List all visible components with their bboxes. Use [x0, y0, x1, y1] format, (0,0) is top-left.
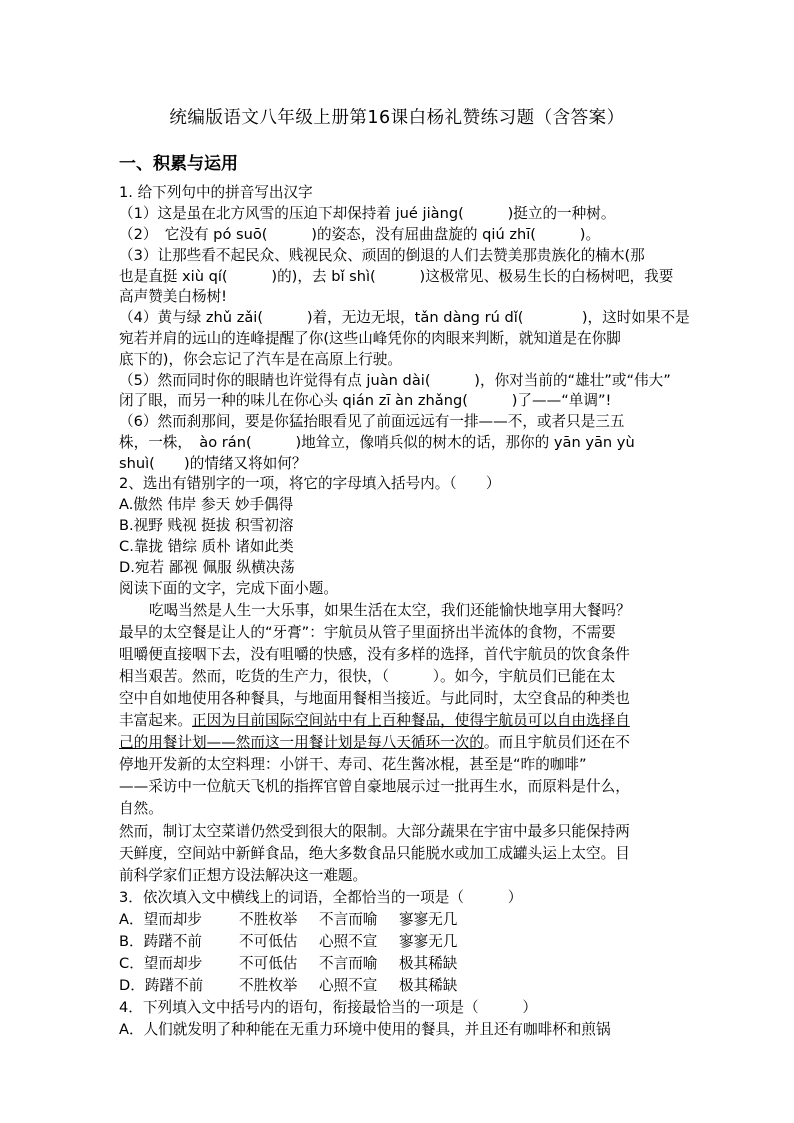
- option-word: 寥寥无几: [399, 911, 458, 928]
- q1-stem: 1. 给下列句中的拼音写出汉字: [119, 184, 313, 201]
- option-word: 不言而喻: [319, 911, 378, 928]
- passage-line: 相当艰苦。然而，吃货的生产力，很快，（ ）。如今，宇航员们已能在太: [119, 668, 616, 685]
- q2-stem: 2、选出有错别字的一项，将它的字母填入括号内。（ ）: [119, 475, 501, 492]
- section-heading: 一、积累与运用: [119, 154, 238, 174]
- option-word: C．望而却步: [119, 955, 203, 972]
- q2-option-a: A.傲然 伟岸 参天 妙手偶得: [119, 496, 294, 513]
- q1-line: （2） 它没有 pó suō( )的姿态，没有屈曲盘旋的 qiú zhī( )。: [119, 226, 601, 243]
- q3-option-b: [119, 930, 457, 951]
- passage-line: 前科学家们正想方设法解决这一难题。: [119, 867, 368, 884]
- option-word: 心照不宣: [319, 933, 378, 950]
- q1-line: 宛若并肩的远山的连峰提醒了你(这些山峰凭你的肉眼来判断，就知道是在你脚: [119, 330, 621, 347]
- underlined-sentence: 正因为目前国际空间站中有上百种餐品，使得宇航员可以自由选择自: [191, 712, 630, 729]
- underlined-sentence: 己的用餐计划——然而这一用餐计划是每八天循环一次的: [119, 734, 484, 751]
- passage-line: 天鲜度，空间站中新鲜食品，绝大多数食品只能脱水或加工成罐头运上太空。目: [119, 845, 630, 862]
- passage-text: 丰富起来。: [119, 712, 192, 729]
- option-word: 不可低估: [239, 955, 298, 972]
- passage-line: 空中自如地使用各种餐具，与地面用餐相当接近。与此同时，太空食品的种类也: [119, 690, 630, 707]
- option-word: 不胜枚举: [239, 911, 298, 928]
- option-word: 不胜枚举: [239, 977, 298, 994]
- option-word: B．踌躇不前: [119, 933, 202, 950]
- option-word: A．望而却步: [119, 911, 202, 928]
- q3-option-c: [119, 952, 457, 973]
- q3-option-a: [119, 908, 457, 929]
- passage-line: 自然。: [119, 800, 163, 817]
- page-title: 统编版语文八年级上册第16课白杨礼赞练习题（含答案）: [169, 108, 625, 128]
- option-word: 寥寥无几: [399, 933, 458, 950]
- q2-option-d: D.宛若 鄙视 佩服 纵横决荡: [119, 559, 295, 576]
- q1-line: 底下的)，你会忘记了汽车是在高原上行驶。: [119, 351, 402, 368]
- option-word: 极其稀缺: [399, 977, 458, 994]
- reading-intro: 阅读下面的文字，完成下面小题。: [119, 580, 338, 597]
- passage-line: 吃喝当然是人生一大乐事，如果生活在太空，我们还能愉快地享用大餐吗？: [149, 602, 631, 619]
- passage-line: 然而，制订太空菜谱仍然受到很大的限制。大部分蔬果在宇宙中最多只能保持两: [119, 823, 630, 840]
- q1-line: 闭了眼，而另一种的味儿在你心头 qián zī àn zhǎng( )了——“单调”!: [119, 392, 612, 409]
- passage-line: 最早的太空餐是让人的“牙膏”：宇航员从管子里面挤出半流体的食物，不需要: [119, 624, 616, 641]
- q1-line: （4）黄与绿 zhǔ zǎi( )着，无边无垠，tǎn dàng rú dǐ( )，这时如果不是: [119, 309, 690, 326]
- q1-line: （5）然而同时你的眼睛也许觉得有点 juàn dài( )，你对当前的“雄壮”或“伟大”: [119, 372, 671, 389]
- q2-option-b: B.视野 贱视 挺拔 积雪初溶: [119, 517, 294, 534]
- q3-stem: 3．依次填入文中横线上的词语，全都恰当的一项是（ ）: [119, 889, 523, 906]
- option-word: 极其稀缺: [399, 955, 458, 972]
- option-word: 不言而喻: [319, 955, 378, 972]
- passage-line: 停地开发新的太空料理：小饼干、寿司、花生酱冰棍，甚至是“昨的咖啡”: [119, 756, 587, 773]
- passage-text: 。而且宇航员们还在不: [483, 734, 630, 751]
- q1-line: 也是直挺 xiù qí( )的)，去 bǐ shì( )这极常见、极易生长的白杨树吧，我要: [119, 268, 674, 285]
- passage-line: [119, 709, 630, 730]
- q2-option-c: C.靠拢 错综 质朴 诸如此类: [119, 538, 294, 555]
- passage-line: [119, 731, 630, 752]
- option-word: 不可低估: [239, 933, 298, 950]
- q1-line: shuì( )的情绪又将如何？: [119, 455, 307, 472]
- q3-option-d: [119, 974, 457, 995]
- q1-line: （6）然而刹那间，要是你猛抬眼看见了前面远远有一排——不，或者只是三五: [119, 413, 625, 430]
- option-word: D．踌躇不前: [119, 977, 204, 994]
- option-word: 心照不宣: [319, 977, 378, 994]
- q1-line: 高声赞美白杨树!: [119, 288, 228, 305]
- q4-stem: 4．下列填入文中括号内的语句，衔接最恰当的一项是（ ）: [119, 999, 537, 1016]
- passage-line: ——采访中一位航天飞机的指挥官曾自豪地展示过一批再生水，而原料是什么，: [119, 778, 630, 795]
- q4-option-a: A．人们就发明了种种能在无重力环境中使用的餐具，并且还有咖啡杯和煎锅: [119, 1021, 611, 1038]
- q1-line: 株，一株， ào rán( )地耸立，像哨兵似的树木的话，那你的 yān yān yù: [119, 434, 635, 451]
- passage-line: 咀嚼便直接咽下去，没有咀嚼的快感，没有多样的选择，首代宇航员的饮食条件: [119, 646, 630, 663]
- q1-line: （1）这是虽在北方风雪的压迫下却保持着 jué jiàng( )挺立的一种树。: [119, 205, 616, 222]
- q1-line: （3）让那些看不起民众、贱视民众、顽固的倒退的人们去赞美那贵族化的楠木(那: [119, 247, 645, 264]
